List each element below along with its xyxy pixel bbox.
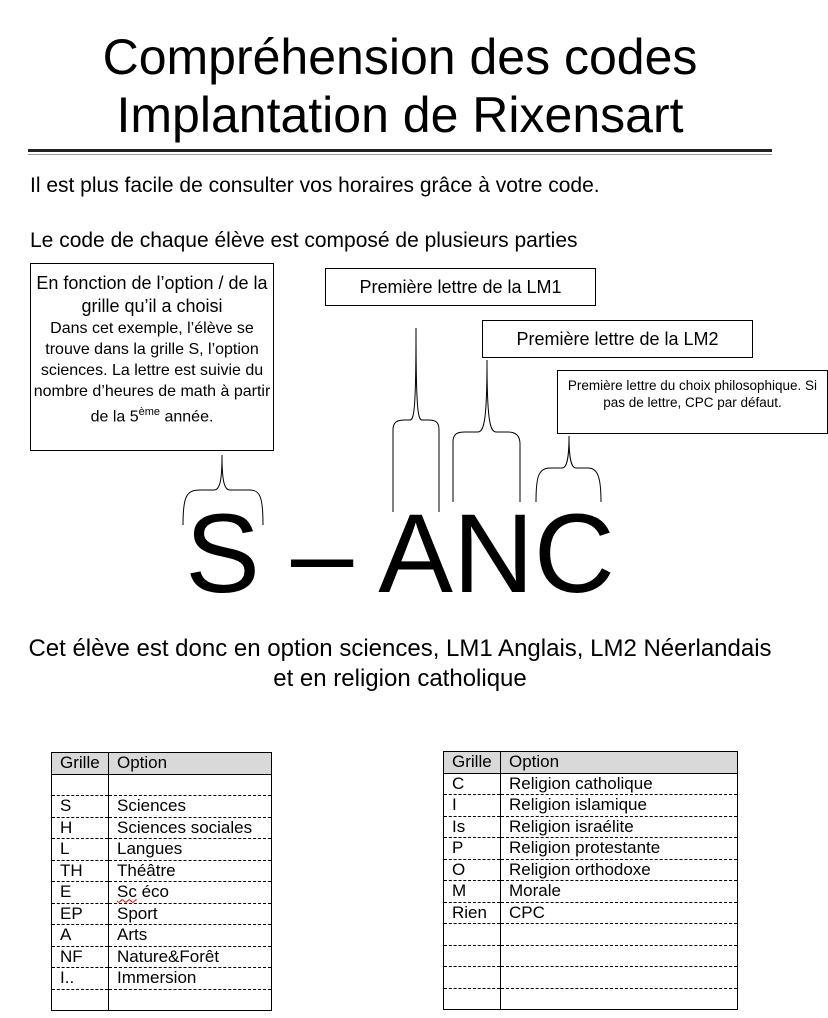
table-row — [52, 968, 272, 990]
table-cell-code: E — [52, 882, 109, 904]
table-cell-code: Is — [444, 816, 501, 838]
table-row — [52, 796, 272, 818]
table-cell-option — [501, 967, 738, 989]
table-row — [52, 946, 272, 968]
table-cell-option: Option — [501, 752, 738, 774]
table-cell-code: C — [444, 773, 501, 795]
table-row — [444, 816, 738, 838]
intro-line-2: Le code de chaque élève est composé de plusieurs parties — [30, 229, 578, 252]
table-cell-code: I.. — [52, 968, 109, 990]
example-code: S – ANC — [185, 491, 615, 616]
table-header-row — [52, 753, 272, 775]
table-row — [444, 988, 738, 1010]
table-cell-code — [444, 967, 501, 989]
table-cell-option: Théâtre — [109, 860, 272, 882]
table-religion-options — [443, 751, 738, 1010]
table-cell-code: P — [444, 838, 501, 860]
table-row — [444, 795, 738, 817]
table-cell-option: Religion orthodoxe — [501, 859, 738, 881]
table-row — [52, 882, 272, 904]
table-cell-option: Religion islamique — [501, 795, 738, 817]
table-header-row — [444, 752, 738, 774]
table-cell-code — [444, 924, 501, 946]
table-cell-option: Religion israélite — [501, 816, 738, 838]
table-row — [52, 774, 272, 796]
table-row — [444, 838, 738, 860]
table-cell-option: Arts — [109, 925, 272, 947]
table-row — [52, 860, 272, 882]
table-row — [444, 967, 738, 989]
table-cell-code: EP — [52, 903, 109, 925]
table-cell-option: Religion protestante — [501, 838, 738, 860]
table-cell-code: NF — [52, 946, 109, 968]
table-cell-code: Grille — [444, 752, 501, 774]
table-cell-code: S — [52, 796, 109, 818]
table-cell-option: Langues — [109, 839, 272, 861]
table-cell-code: Grille — [52, 753, 109, 775]
table-cell-code — [52, 774, 109, 796]
callout-option-heading: En fonction de l’option / de la grille qu’il a choisi — [36, 273, 268, 316]
table-row — [52, 839, 272, 861]
callout-option — [30, 263, 274, 451]
table-cell-code: O — [444, 859, 501, 881]
table-row — [444, 945, 738, 967]
table-row — [444, 859, 738, 881]
table-cell-option: Option — [109, 753, 272, 775]
table-cell-option — [501, 945, 738, 967]
table-cell-option: Religion catholique — [501, 773, 738, 795]
callout-lm2: Première lettre de la LM2 — [482, 320, 753, 358]
table-cell-option: Immersion — [109, 968, 272, 990]
table-cell-option — [501, 924, 738, 946]
table-cell-code: Rien — [444, 902, 501, 924]
example-summary: Cet élève est donc en option sciences, LM1 Anglais, LM2 Néerlandais et en religion catholique — [28, 635, 772, 692]
table-row — [52, 925, 272, 947]
table-cell-code: L — [52, 839, 109, 861]
table-cell-code: I — [444, 795, 501, 817]
table-cell-code — [444, 945, 501, 967]
callout-philo: Première lettre du choix philosophique. Si pas de lettre, CPC par défaut. — [557, 370, 828, 434]
table-cell-option: CPC — [501, 902, 738, 924]
table-cell-code — [52, 989, 109, 1011]
table-cell-code: M — [444, 881, 501, 903]
title-line-2: Implantation de Rixensart — [116, 87, 684, 143]
table-cell-option: Sc éco — [109, 882, 272, 904]
table-cell-option: Sport — [109, 903, 272, 925]
table-cell-code: A — [52, 925, 109, 947]
table-cell-code: TH — [52, 860, 109, 882]
brace-lm2 — [453, 360, 520, 502]
table-grille-options — [51, 752, 272, 1011]
callout-option-body: Dans cet exemple, l’élève se trouve dans la grille S, l’option sciences. La lettre est suivie du nombre d’heures de math à partir de la 5ème année. — [33, 320, 271, 426]
table-cell-option: Sciences sociales — [109, 817, 272, 839]
table-row — [444, 881, 738, 903]
table-cell-option: Sciences — [109, 796, 272, 818]
table-row — [52, 989, 272, 1011]
table-row — [444, 924, 738, 946]
table-cell-code — [444, 988, 501, 1010]
table-row — [52, 817, 272, 839]
table-cell-option: Morale — [501, 881, 738, 903]
table-cell-option: Nature&Forêt — [109, 946, 272, 968]
table-row — [444, 773, 738, 795]
table-cell-option — [109, 774, 272, 796]
brace-lm1 — [393, 328, 439, 512]
table-cell-option — [501, 988, 738, 1010]
table-row — [52, 903, 272, 925]
intro-line-1: Il est plus facile de consulter vos horaires grâce à votre code. — [30, 174, 600, 197]
title-line-1: Compréhension des codes — [102, 29, 698, 85]
table-row — [444, 902, 738, 924]
table-cell-code: H — [52, 817, 109, 839]
table-cell-option — [109, 989, 272, 1011]
callout-lm1: Première lettre de la LM1 — [325, 268, 596, 306]
